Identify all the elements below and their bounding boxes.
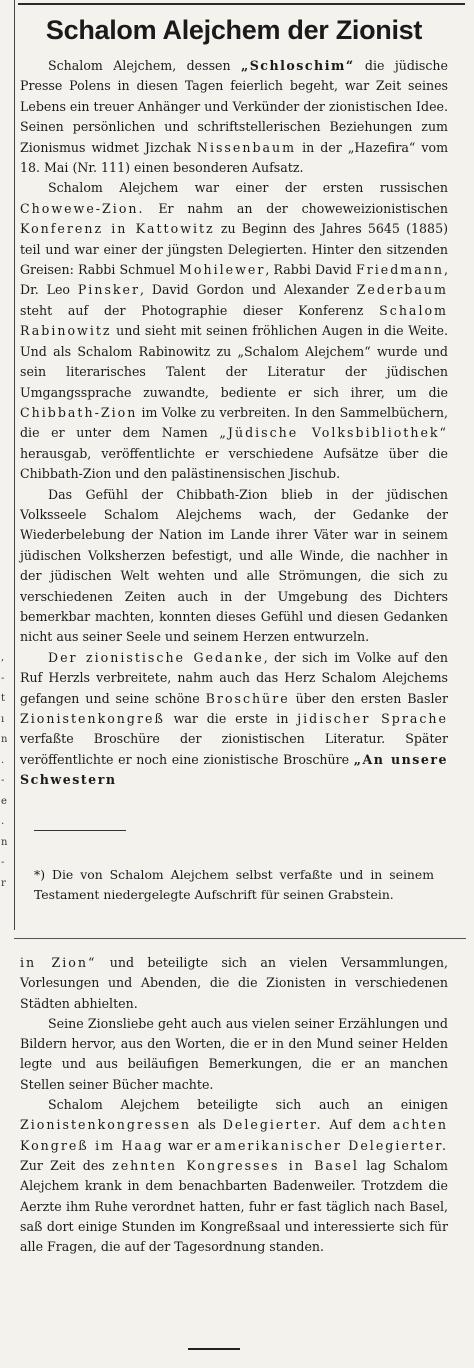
- margin-mark: -: [1, 775, 5, 786]
- margin-mark: e: [1, 795, 7, 807]
- margin-mark: t: [1, 693, 6, 704]
- paragraph-2: Schalom Alejchem war einer der ersten russischen Chowewe-Zion. Er nahm an der choweweizionistischen Konferenz in Kattowitz zu Beginn des Jahres 5645 (1885) teil und war einer der jüngsten Delegierten. Hinter den sitzenden Greisen: Rabbi Schmuel Mohilewer, Rabbi David Friedmann, Dr. Leo Pinsker, David Gordon und Alexander Zederbaum steht auf der Photographie dieser Konferenz Schalom Rabinowitz und sieht mit seinen fröhlichen Augen in die Weite. Und als Schalom Rabinowitz zu „Schalom Alejchem“ wurde und sein literarisches Talent der Literatur der jüdischen Umgangssprache zuwandte, bediente er sich ihrer, um die Chibbath-Zion im Volke zu verbreiten. In den Sammelbüchern, die er unter dem Namen „Jüdische Volksbibliothek“ herausgab, veröffentlichte er verschiedene Aufsätze über die Chibbath-Zion und den palästinensischen Jischub.: [20, 180, 448, 482]
- article-title: Schalom Alejchem der Zionist: [45, 15, 423, 45]
- paragraph-1: Schalom Alejchem, dessen „Schloschim“ die jüdische Presse Polens in diesen Tagen feierlich begeht, war Zeit seines Lebens ein treuer Anhänger und Verkünder der zionistischen Idee. Seinen persönlichen und schriftstellerischen Beziehungen zum Zionismus widmet Jizchak Nissenbaum in der „Hazefira“ vom 18. Mai (Nr. 111) einen besonderen Aufsatz.: [20, 58, 449, 176]
- column-divider: [14, 0, 15, 930]
- margin-mark: ,: [1, 652, 5, 663]
- margin-mark: n: [1, 734, 8, 745]
- footnote-rule: [34, 830, 126, 831]
- adjacent-column-fragments: [1, 648, 11, 894]
- margin-mark: -: [1, 857, 5, 868]
- section-divider: [14, 938, 466, 939]
- margin-mark: r: [1, 877, 6, 889]
- margin-mark: .: [1, 754, 5, 766]
- paragraph-6: Seine Zionsliebe geht auch aus vielen seiner Erzählungen und Bildern hervor, aus den Worten, die er in den Mund seiner Helden legte und aus beiläufigen Bemerkungen, die er an manchen Stellen seiner Bücher machte.: [20, 1015, 448, 1092]
- paragraph-5: in Zion“ und beteiligte sich an vielen Versammlungen, Vorlesungen und Abenden, die die Zionisten in verschiedenen Städten abhielten.: [20, 955, 448, 1011]
- margin-mark: n: [1, 836, 8, 848]
- paragraph-7: Schalom Alejchem beteiligte sich auch an einigen Zionistenkongressen als Delegierter. Auf dem achten Kongreß im Haag war er amerikanischer Delegierter. Zur Zeit des zehnten Kongresses in Basel lag Schalom Alejchem krank in dem benachbarten Badenweiler. Trotzdem die Aerzte ihm Ruhe verordnet hatten, fuhr er fast täglich nach Basel, saß dort einige Stunden im Kongreßsaal und interessierte sich für alle Fragen, die auf der Tagesordnung standen.: [20, 1097, 449, 1255]
- paragraph-3: Das Gefühl der Chibbath-Zion blieb in der jüdischen Volksseele Schalom Alejchems wach, der Gedanke der Wiederbelebung der Nation im Lande ihrer Väter war in seinem jüdischen Volksherzen befestigt, und alle Winde, die nachher in der jüdischen Welt wehten und alle Strömungen, die sich zu verschiedenen Zeiten auch in der Umgebung des Dichters bemerkbar machten, konnten dieses Gefühl und diesen Gedanken nicht aus seiner Seele und seinem Herzen entwurzeln.: [20, 486, 448, 645]
- footnote: *) Die von Schalom Alejchem selbst verfaßte und in seinem Testament niedergelegte Aufschrift für seinen Grabstein.: [34, 867, 434, 903]
- end-rule: [188, 1348, 240, 1350]
- margin-mark: .: [1, 816, 5, 827]
- article-body-lower: [20, 953, 448, 1257]
- top-rule: [18, 3, 465, 5]
- margin-mark: -: [1, 672, 5, 684]
- margin-mark: ı: [1, 713, 5, 725]
- paragraph-4: Der zionistische Gedanke, der sich im Volke auf den Ruf Herzls verbreitete, nahm auch das Herz Schalom Alejchems gefangen und seine schöne Broschüre über den ersten Basler Zionistenkongreß war die erste in jidischer Sprache verfaßte Broschüre der zionistischen Literatur. Später veröffentlichte er noch eine zionistische Broschüre „An unsere Schwestern: [20, 649, 449, 788]
- article-body-upper: [20, 56, 448, 791]
